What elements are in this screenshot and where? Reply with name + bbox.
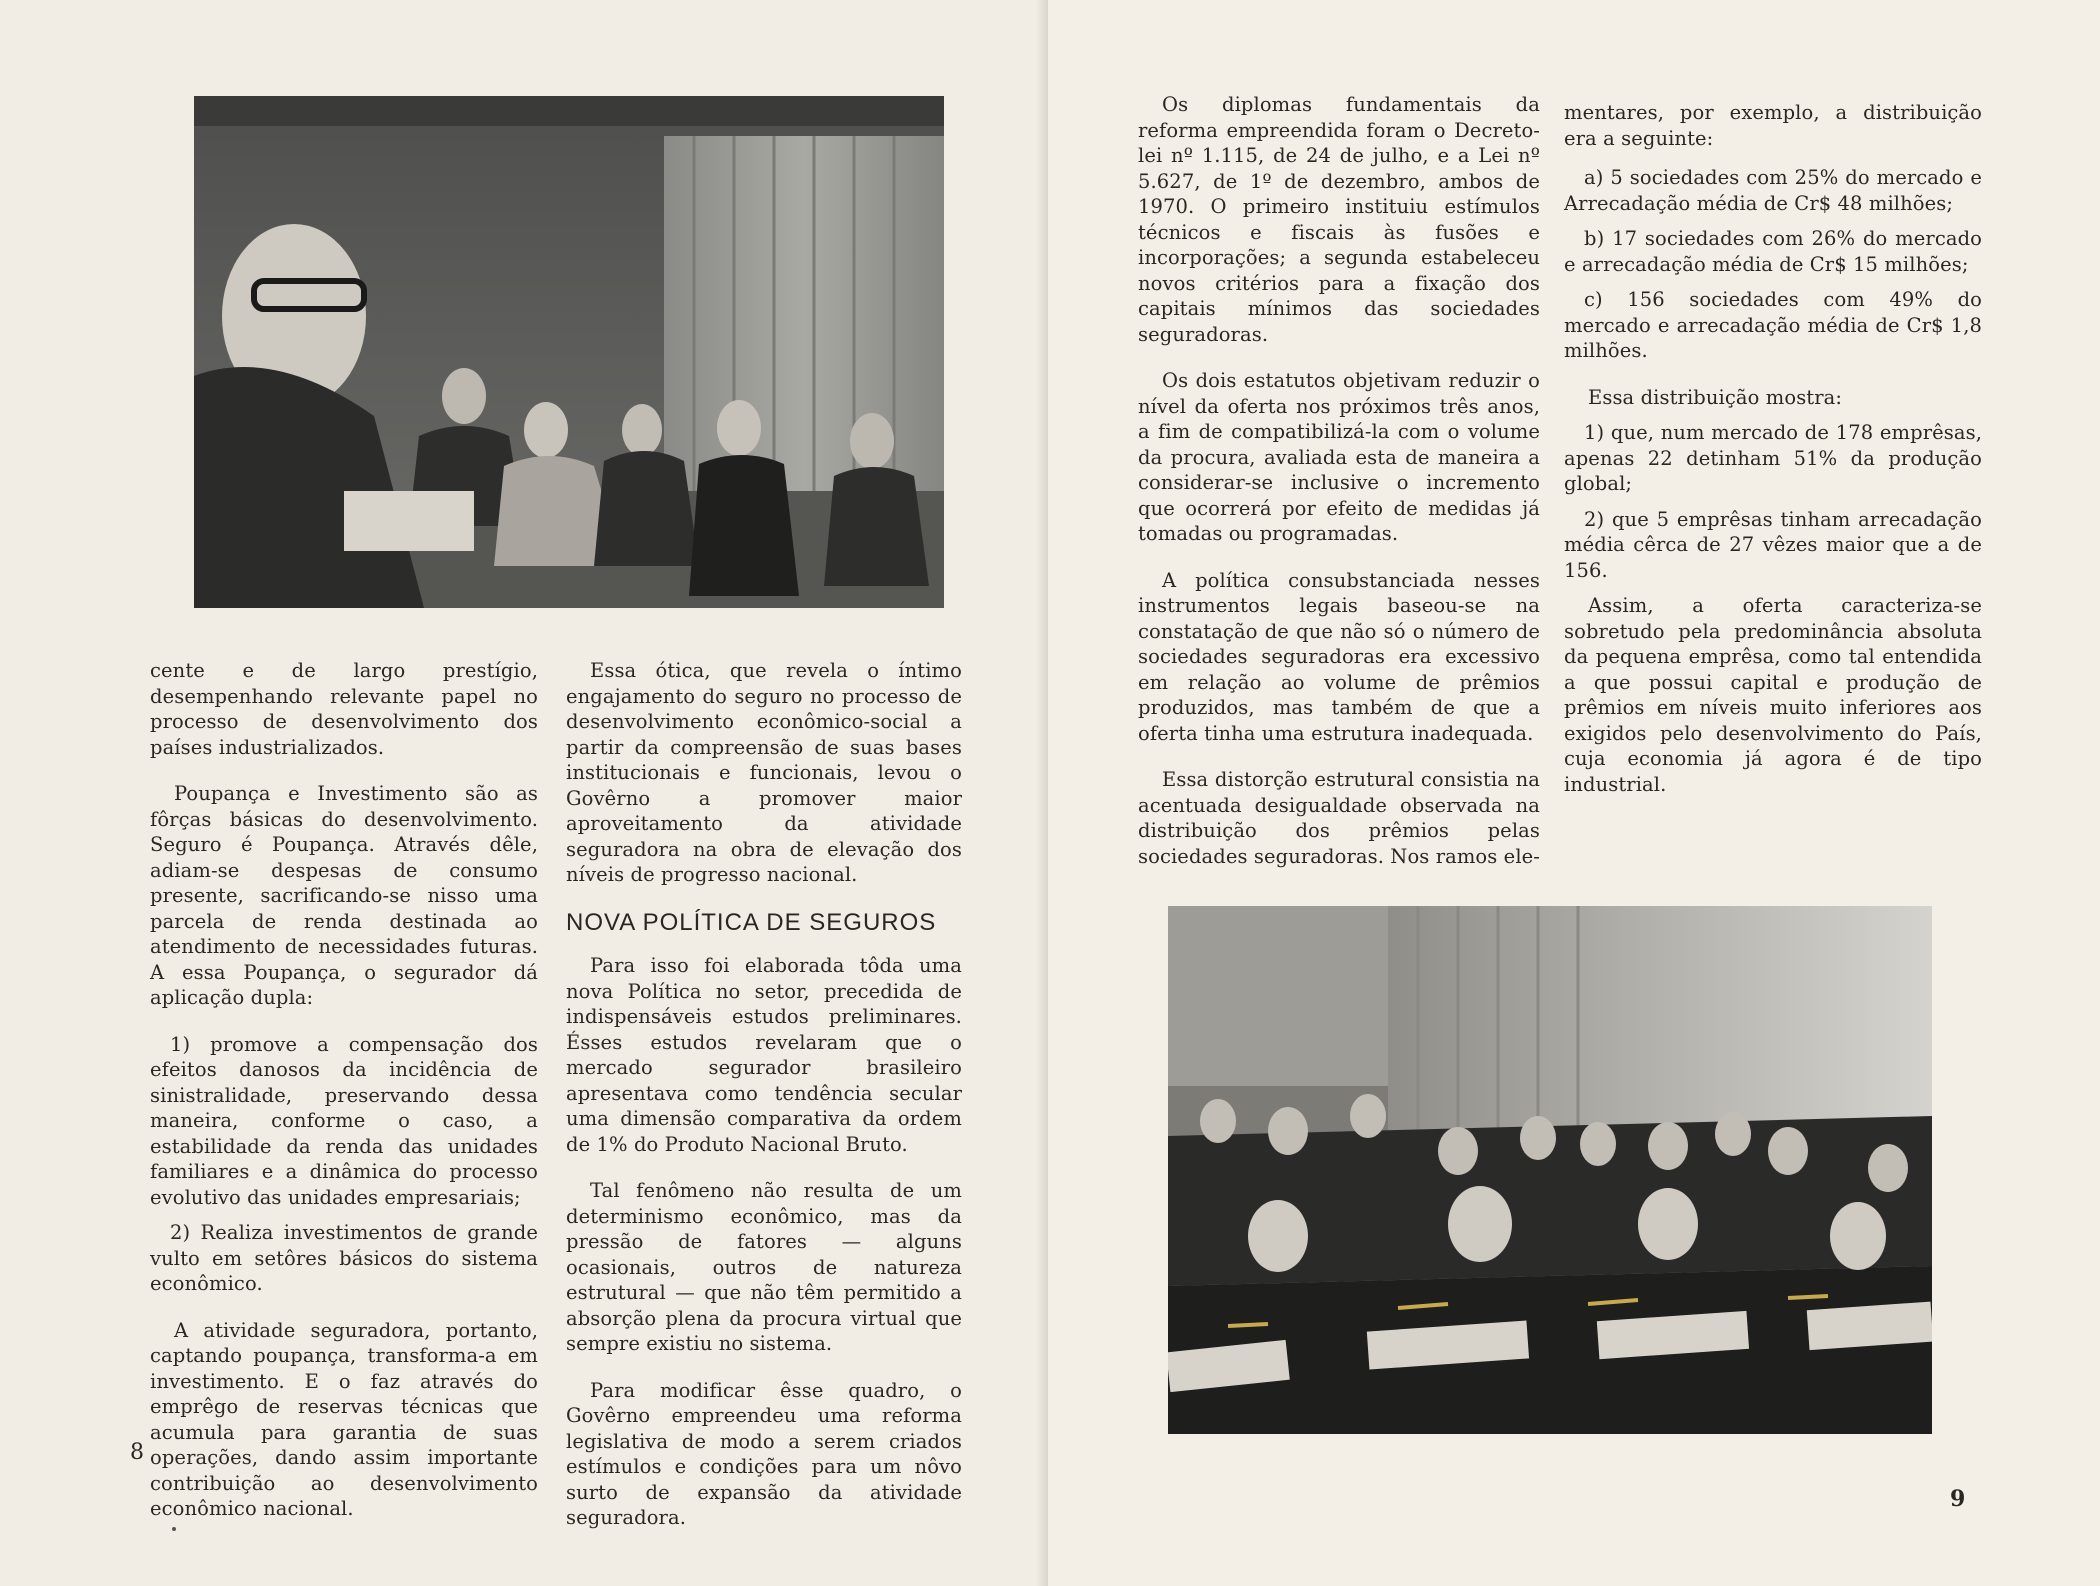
print-speck	[172, 1527, 176, 1531]
right-column-1	[1138, 92, 1540, 890]
paragraph: Essa distorção estrutural consistia na acentuada desigualdade observada na distribuição dos prêmios pelas sociedades seguradoras. Nos ramos ele-	[1138, 768, 1540, 868]
meeting-speaker-photo	[194, 96, 944, 608]
list-item: 2) Realiza investimentos de grande vulto em setôres básicos do sistema econômico.	[150, 1221, 538, 1295]
left-column-2	[566, 658, 962, 1552]
paragraph: A política consubstanciada nesses instrumentos legais baseou-se na constatação de que não só o número de sociedades seguradoras era excessivo em relação ao volume de prêmios produzidos, mas também de que a oferta tinha uma estrutura inadequada.	[1138, 568, 1540, 745]
left-page	[0, 0, 1048, 1586]
paragraph: Para isso foi elaborada tôda uma nova Política no setor, precedida de indispensáveis estudos preliminares. Ésses estudos revelaram que o mercado segurador brasileiro apresentava como tendência secular uma dimensão comparativa da ordem de 1% do Produto Nacional Bruto.	[566, 954, 962, 1156]
list-item: 1) promove a compensação dos efeitos danosos da incidência de sinistralidade, preservando dessa maneira, conforme o caso, a estabilidade da renda das unidades familiares e a dinâmica do processo evolutivo das unidades empresariais;	[150, 1032, 538, 1209]
paragraph: Para modificar êsse quadro, o Govêrno empreendeu uma reforma legislativa de modo a serem criados estímulos e condições para um nôvo surto de expansão da atividade seguradora.	[566, 1378, 962, 1529]
paragraph: Essa ótica, que revela o íntimo engajamento do seguro no processo de desenvolvimento econômico-social a partir da compreensão de suas bases institucionais e funcionais, levou o Govêrno a promover maior aproveitamento da atividade seguradora na obra de elevação dos níveis de progresso nacional.	[566, 659, 962, 886]
paragraph: Os diplomas fundamentais da reforma empreendida foram o Decreto-lei nº 1.115, de 24 de julho, e a Lei nº 5.627, de 1º de dezembro, ambos de 1970. O primeiro instituiu estímulos técnicos e fiscais às fusões e incorporações; a segunda estabeleceu novos critérios para a fixação dos capitais mínimos das sociedades seguradoras.	[1138, 93, 1540, 346]
list-item: a) 5 sociedades com 25% do mercado e Arrecadação média de Cr$ 48 milhões;	[1564, 166, 1982, 215]
paragraph: Assim, a oferta caracteriza-se sobretudo pela predominância absoluta da pequena emprêsa, como tal entendida a que possui capital e produção de prêmios em níveis muito inferiores aos exigidos pelo desenvolvimento do País, cuja economia já agora é de tipo industrial.	[1564, 594, 1982, 796]
paragraph: mentares, por exemplo, a distribuição era a seguinte:	[1564, 101, 1982, 150]
list-item: b) 17 sociedades com 26% do mercado e arrecadação média de Cr$ 15 milhões;	[1564, 227, 1982, 276]
list-item: 2) que 5 emprêsas tinham arrecadação média cêrca de 27 vêzes maior que a de 156.	[1564, 507, 1982, 582]
list-item: 1) que, num mercado de 178 emprêsas, apenas 22 detinham 51% da produção global;	[1564, 421, 1982, 495]
right-column-2	[1564, 100, 1982, 818]
paragraph: Essa distribuição mostra:	[1588, 385, 1843, 409]
paragraph: cente e de largo prestígio, desempenhando relevante papel no processo de desenvolvimento dos países industrializados.	[150, 659, 538, 759]
left-column-1	[150, 658, 538, 1543]
paragraph: Tal fenômeno não resulta de um determinismo econômico, mas da pressão de fatores — alguns ocasionais, outros de natureza estrutural — que não têm permitido a absorção plena da procura virtual que sempre existiu no sistema.	[566, 1179, 962, 1355]
audience-photo	[1168, 906, 1932, 1434]
list-item: c) 156 sociedades com 49% do mercado e arrecadação média de Cr$ 1,8 milhões.	[1564, 288, 1982, 362]
paragraph: Poupança e Investimento são as fôrças básicas do desenvolvimento. Seguro é Poupança. Através dêle, adiam-se despesas de consumo presente, sacrificando-se nisso uma parcela de renda destinada ao atendimento de necessidades futuras. A essa Poupança, o segurador dá aplicação dupla:	[150, 782, 538, 1009]
right-page	[1048, 0, 2100, 1586]
paragraph: Os dois estatutos objetivam reduzir o nível da oferta nos próximos três anos, a fim de compatibilizá-la com o volume da procura, avaliada esta de maneira a considerar-se inclusive o incremento que ocorrerá por efeito de medidas já tomadas ou programadas.	[1138, 369, 1540, 545]
page-number: 9	[1950, 1486, 1966, 1512]
paragraph: A atividade seguradora, portanto, captando poupança, transforma-a em investimento. E o faz através do emprêgo de reservas técnicas que acumula para garantia de suas operações, dando assim importante contribuição ao desenvolvimento econômico nacional.	[150, 1318, 538, 1520]
page-number: 8	[130, 1440, 144, 1465]
section-heading: NOVA POLÍTICA DE SEGUROS	[566, 908, 937, 936]
